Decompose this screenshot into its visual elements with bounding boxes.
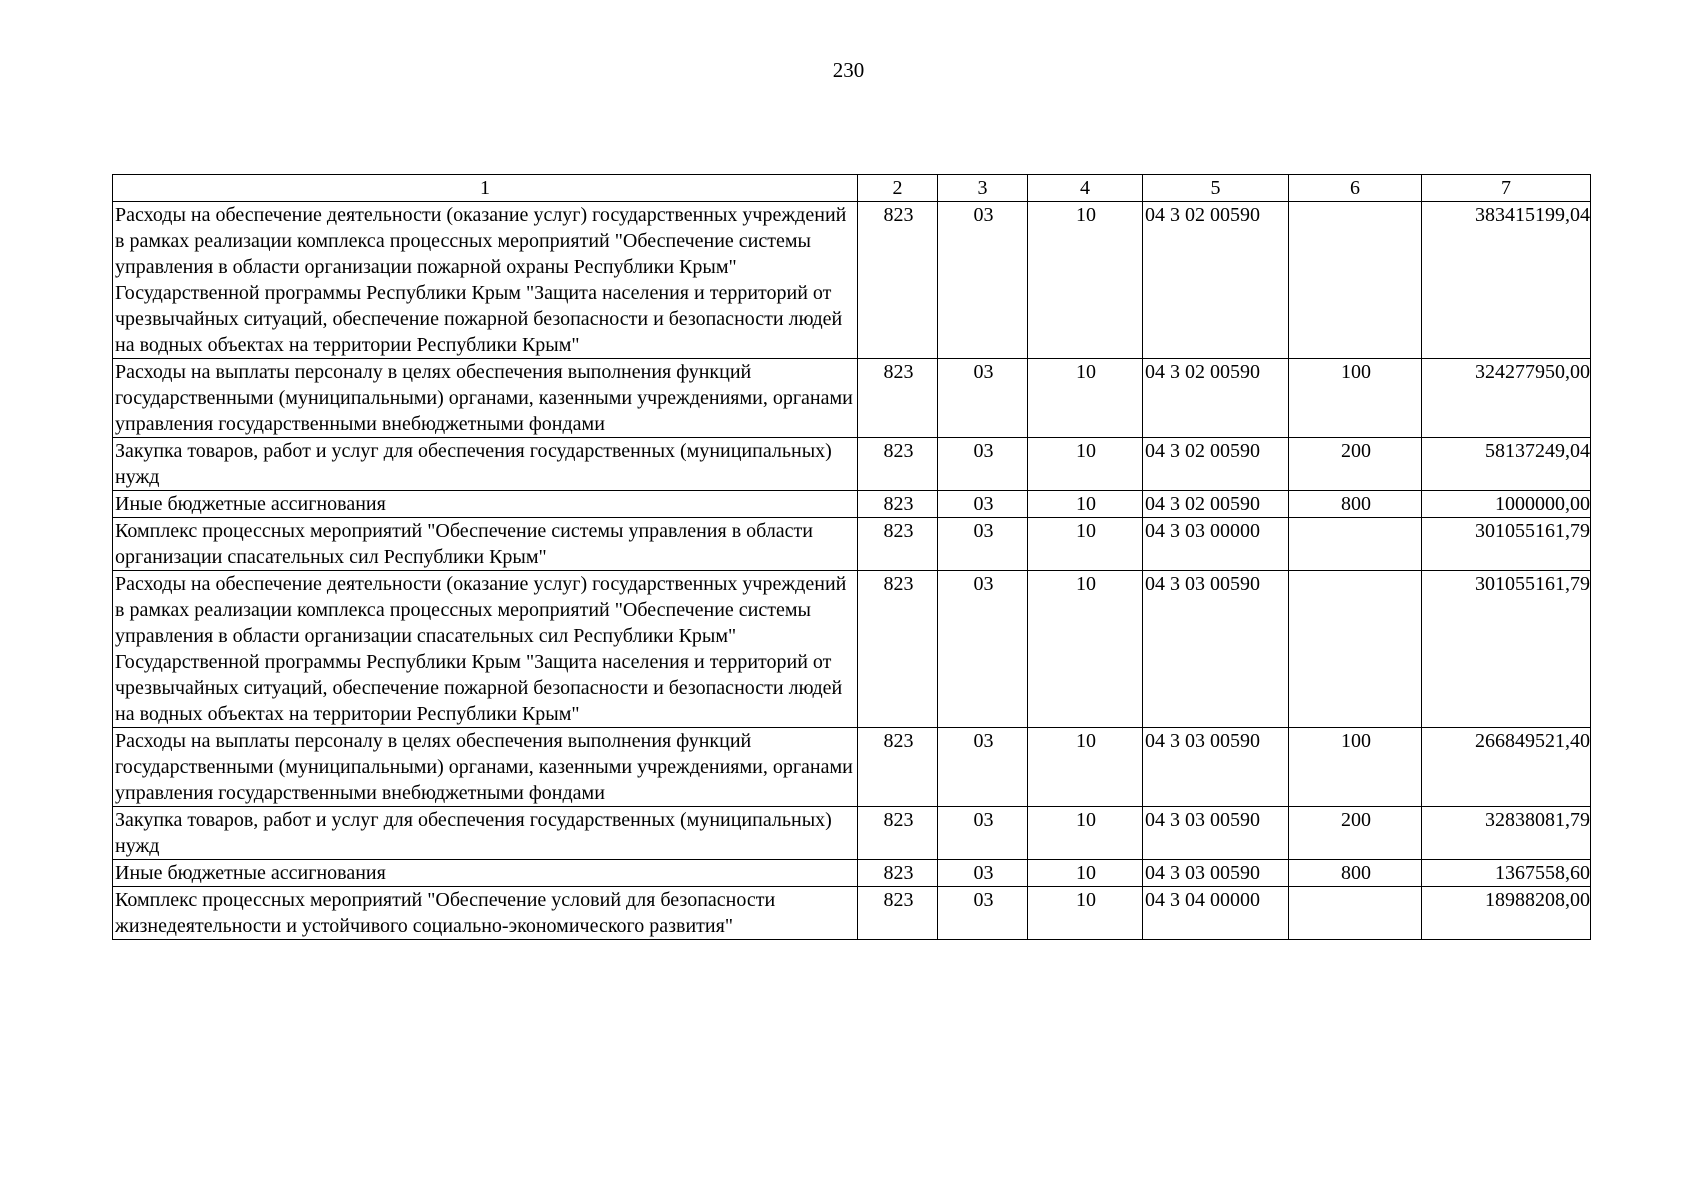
row-amount: 301055161,79 bbox=[1422, 571, 1591, 728]
row-section-code: 03 bbox=[938, 518, 1028, 571]
table-row bbox=[113, 728, 1591, 807]
row-ministry-code: 823 bbox=[858, 491, 938, 518]
page-number: 230 bbox=[832, 58, 865, 82]
row-section-code: 03 bbox=[938, 728, 1028, 807]
row-section-code: 03 bbox=[938, 202, 1028, 359]
row-ministry-code: 823 bbox=[858, 571, 938, 728]
row-amount: 301055161,79 bbox=[1422, 518, 1591, 571]
row-ministry-code: 823 bbox=[858, 887, 938, 940]
row-description: Комплекс процессных мероприятий "Обеспечение системы управления в области организации спасательных сил Республики Крым" bbox=[113, 518, 858, 571]
row-subsection-code: 10 bbox=[1028, 887, 1143, 940]
header-col-6: 6 bbox=[1289, 175, 1422, 202]
row-subsection-code: 10 bbox=[1028, 728, 1143, 807]
row-ministry-code: 823 bbox=[858, 807, 938, 860]
row-description: Комплекс процессных мероприятий "Обеспечение условий для безопасности жизнедеятельности и устойчивого социально-экономического развития" bbox=[113, 887, 858, 940]
row-section-code: 03 bbox=[938, 860, 1028, 887]
table-row bbox=[113, 491, 1591, 518]
row-subsection-code: 10 bbox=[1028, 518, 1143, 571]
table-row bbox=[113, 807, 1591, 860]
row-target-code: 04 3 03 00590 bbox=[1143, 860, 1289, 887]
row-expense-type: 200 bbox=[1289, 807, 1422, 860]
row-section-code: 03 bbox=[938, 887, 1028, 940]
row-section-code: 03 bbox=[938, 807, 1028, 860]
row-section-code: 03 bbox=[938, 571, 1028, 728]
row-description: Иные бюджетные ассигнования bbox=[113, 491, 858, 518]
row-amount: 1367558,60 bbox=[1422, 860, 1591, 887]
row-ministry-code: 823 bbox=[858, 728, 938, 807]
row-description: Иные бюджетные ассигнования bbox=[113, 860, 858, 887]
row-target-code: 04 3 04 00000 bbox=[1143, 887, 1289, 940]
row-subsection-code: 10 bbox=[1028, 807, 1143, 860]
budget-table bbox=[112, 174, 1591, 940]
row-amount: 1000000,00 bbox=[1422, 491, 1591, 518]
row-description: Закупка товаров, работ и услуг для обеспечения государственных (муниципальных) нужд bbox=[113, 438, 858, 491]
row-target-code: 04 3 03 00000 bbox=[1143, 518, 1289, 571]
row-expense-type: 100 bbox=[1289, 728, 1422, 807]
table-row bbox=[113, 571, 1591, 728]
row-section-code: 03 bbox=[938, 359, 1028, 438]
row-section-code: 03 bbox=[938, 438, 1028, 491]
row-amount: 324277950,00 bbox=[1422, 359, 1591, 438]
row-target-code: 04 3 02 00590 bbox=[1143, 491, 1289, 518]
row-amount: 383415199,04 bbox=[1422, 202, 1591, 359]
row-subsection-code: 10 bbox=[1028, 359, 1143, 438]
row-description: Расходы на выплаты персоналу в целях обеспечения выполнения функций государственными (муниципальными) органами, казенными учреждениями, органами управления государственными внебюджетными фондами bbox=[113, 728, 858, 807]
row-description: Закупка товаров, работ и услуг для обеспечения государственных (муниципальных) нужд bbox=[113, 807, 858, 860]
row-ministry-code: 823 bbox=[858, 438, 938, 491]
row-expense-type bbox=[1289, 202, 1422, 359]
row-expense-type: 800 bbox=[1289, 860, 1422, 887]
row-expense-type: 100 bbox=[1289, 359, 1422, 438]
row-target-code: 04 3 03 00590 bbox=[1143, 728, 1289, 807]
header-row bbox=[113, 175, 1591, 202]
row-target-code: 04 3 02 00590 bbox=[1143, 202, 1289, 359]
row-ministry-code: 823 bbox=[858, 202, 938, 359]
header-col-3: 3 bbox=[938, 175, 1028, 202]
row-subsection-code: 10 bbox=[1028, 438, 1143, 491]
row-ministry-code: 823 bbox=[858, 860, 938, 887]
header-col-4: 4 bbox=[1028, 175, 1143, 202]
header-col-2: 2 bbox=[858, 175, 938, 202]
row-ministry-code: 823 bbox=[858, 518, 938, 571]
row-amount: 32838081,79 bbox=[1422, 807, 1591, 860]
row-amount: 266849521,40 bbox=[1422, 728, 1591, 807]
row-amount: 58137249,04 bbox=[1422, 438, 1591, 491]
header-col-5: 5 bbox=[1143, 175, 1289, 202]
row-subsection-code: 10 bbox=[1028, 860, 1143, 887]
table-row bbox=[113, 518, 1591, 571]
row-target-code: 04 3 02 00590 bbox=[1143, 359, 1289, 438]
table-row bbox=[113, 438, 1591, 491]
row-subsection-code: 10 bbox=[1028, 571, 1143, 728]
row-expense-type: 200 bbox=[1289, 438, 1422, 491]
row-expense-type: 800 bbox=[1289, 491, 1422, 518]
row-expense-type bbox=[1289, 518, 1422, 571]
row-expense-type bbox=[1289, 887, 1422, 940]
row-target-code: 04 3 03 00590 bbox=[1143, 571, 1289, 728]
header-col-7: 7 bbox=[1422, 175, 1591, 202]
table-row bbox=[113, 202, 1591, 359]
row-subsection-code: 10 bbox=[1028, 202, 1143, 359]
table-row bbox=[113, 887, 1591, 940]
row-section-code: 03 bbox=[938, 491, 1028, 518]
table-row bbox=[113, 359, 1591, 438]
row-amount: 18988208,00 bbox=[1422, 887, 1591, 940]
row-subsection-code: 10 bbox=[1028, 491, 1143, 518]
header-col-1: 1 bbox=[113, 175, 858, 202]
row-ministry-code: 823 bbox=[858, 359, 938, 438]
row-target-code: 04 3 02 00590 bbox=[1143, 438, 1289, 491]
row-description: Расходы на выплаты персоналу в целях обеспечения выполнения функций государственными (муниципальными) органами, казенными учреждениями, органами управления государственными внебюджетными фондами bbox=[113, 359, 858, 438]
row-description: Расходы на обеспечение деятельности (оказание услуг) государственных учреждений в рамках реализации комплекса процессных мероприятий "Обеспечение системы управления в области организации пожарной охраны Республики Крым" Государственной программы Республики Крым "Защита населения и территорий от чрезвычайных ситуаций, обеспечение пожарной безопасности и безопасности людей на водных объектах на территории Республики Крым" bbox=[113, 202, 858, 359]
row-target-code: 04 3 03 00590 bbox=[1143, 807, 1289, 860]
table-row bbox=[113, 860, 1591, 887]
row-description: Расходы на обеспечение деятельности (оказание услуг) государственных учреждений в рамках реализации комплекса процессных мероприятий "Обеспечение системы управления в области организации спасательных сил Республики Крым" Государственной программы Республики Крым "Защита населения и территорий от чрезвычайных ситуаций, обеспечение пожарной безопасности и безопасности людей на водных объектах на территории Республики Крым" bbox=[113, 571, 858, 728]
row-expense-type bbox=[1289, 571, 1422, 728]
